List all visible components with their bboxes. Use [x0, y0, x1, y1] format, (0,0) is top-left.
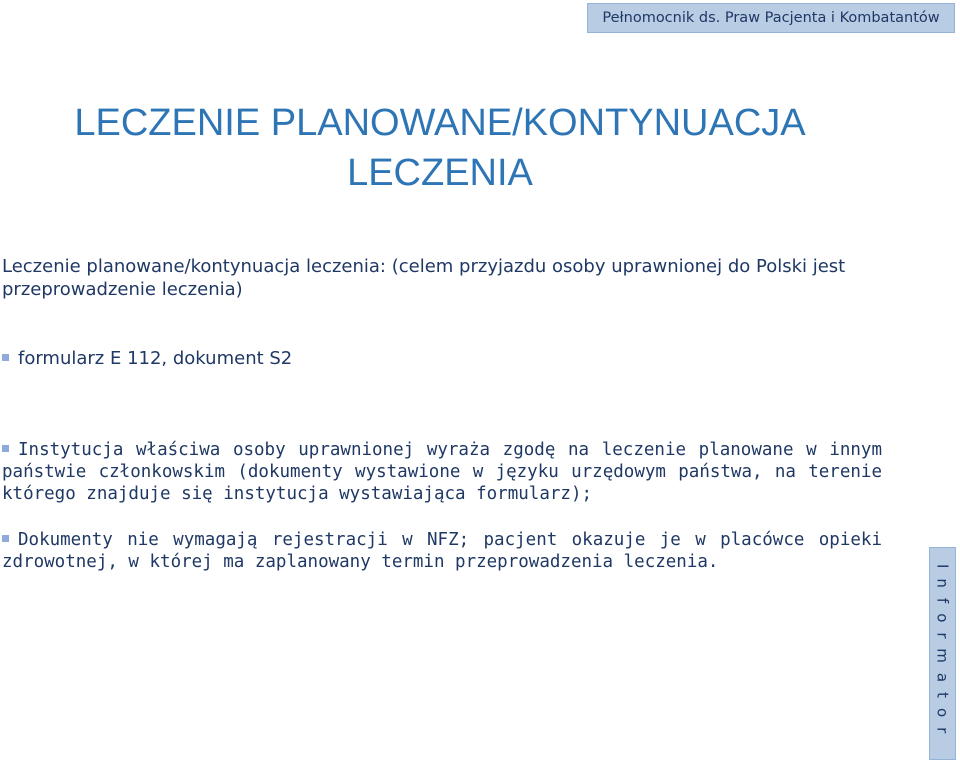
intro-paragraph: Leczenie planowane/kontynuacja leczenia: (celem przyjazdu osoby uprawnionej do Polski jest przeprowadzenie leczenia): [2, 256, 846, 300]
bullet-square-icon: [2, 445, 9, 452]
page-title-line-1: LECZENIE PLANOWANE/KONTYNUACJA: [74, 102, 806, 144]
header-banner: [587, 3, 955, 33]
bullet-item-1: [2, 348, 882, 370]
side-tab-label: Informator: [933, 563, 952, 744]
bullet-square-icon: [2, 535, 9, 542]
bullet-item-2: [2, 439, 882, 505]
bullet-item-3: [2, 529, 882, 573]
header-banner-text: Pełnomocnik ds. Praw Pacjenta i Kombatantów: [602, 10, 940, 26]
bullet-item-3-text: Dokumenty nie wymagają rejestracji w NFZ; pacjent okazuje je w placówce opieki zdrowotnej, w której ma zaplanowany termin przeprowadzenia leczenia.: [2, 530, 882, 572]
page-title: [60, 98, 820, 198]
page-title-line-2: LECZENIA: [347, 152, 533, 194]
bullet-item-1-text: formularz E 112, dokument S2: [18, 348, 293, 369]
bullet-square-icon: [2, 354, 9, 361]
side-tab: [929, 547, 956, 760]
bullet-item-2-text: Instytucja właściwa osoby uprawnionej wyraża zgodę na leczenie planowane w innym państwie członkowskim (dokumenty wystawione w języku urzędowym państwa, na terenie którego znajduje się instytucja wystawiająca formularz);: [2, 440, 882, 504]
